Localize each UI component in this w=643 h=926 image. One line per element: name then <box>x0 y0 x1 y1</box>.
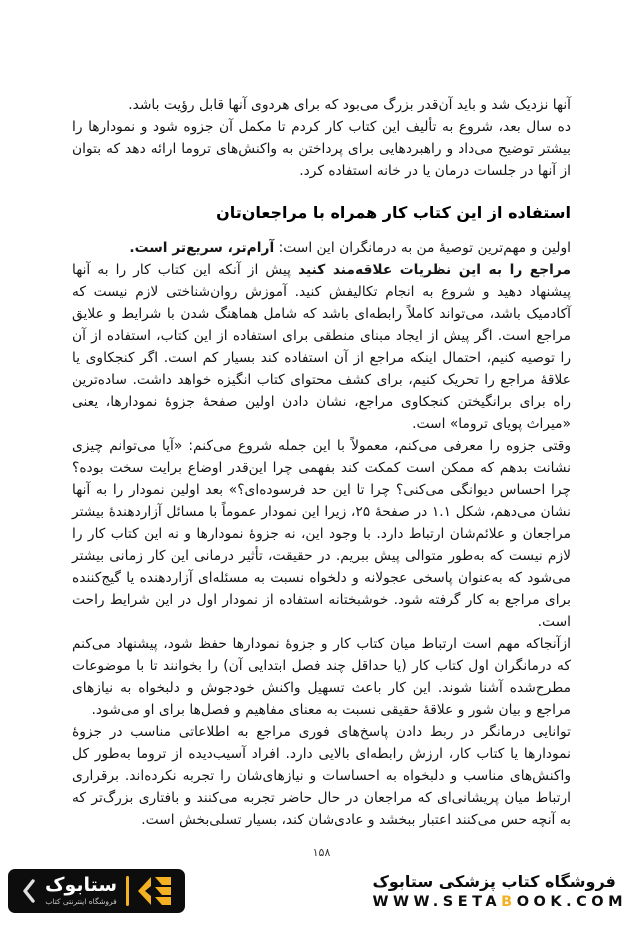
paragraph <box>72 633 571 721</box>
url-highlight: B <box>501 894 517 910</box>
body-text: توانایی درمانگر در ربط دادن پاسخ‌های فوری مراجع به اطلاعاتی مناسب در جزوهٔ نمودارها یا کتاب کار، ارزش رابطه‌ای بالایی دارد. افراد آسیب‌دیده از تروما به‌طور کل واکنش‌های مناسب و دلبخواه به احساسات و نیازهای‌شان را تجربه نکرده‌اند. برقراری ارتباط میان پریشانی‌ای که مراجعان در حال حاضر تجربه می‌کنند و بافتاری بزرگ‌تر که به آنچه حس می‌کنند اعتبار ببخشد و عادی‌شان کند، بسیار تسلی‌بخش است. <box>72 724 571 828</box>
paragraph <box>72 435 571 633</box>
setabook-logo <box>8 869 185 913</box>
url-pre: WWW.SETA <box>372 894 502 910</box>
text-block <box>72 94 571 831</box>
footer-text <box>372 872 627 910</box>
emphasized-text: آرام‌تر، سریع‌تر است. <box>129 240 275 256</box>
logo-text <box>45 876 117 906</box>
paragraph <box>72 94 571 116</box>
logo-title: ستابوک <box>45 874 118 897</box>
section-heading: استفاده از این کتاب کار همراه با مراجعان‌تان <box>216 203 571 222</box>
body-text: آنها نزدیک شد و باید آن‌قدر بزرگ می‌بود که برای هردوی آنها قابل رؤیت باشد. <box>128 97 571 113</box>
logo-subtitle: فروشگاه اینترنتی کتاب <box>45 897 117 907</box>
body-text: وقتی جزوه را معرفی می‌کنم، معمولاً با این جمله شروع می‌کنم: «آیا می‌توانم چیزی نشانت بدهم که ممکن است کمکت کند بفهمی چرا این‌قدر اوضاع برایت سخت بوده؟ چرا احساس دیوانگی می‌کنی؟ چرا تا این حد فرسوده‌ای؟» بعد اولین نمودار را به آنها نشان می‌دهم، شکل ۱.۱ در صفحهٔ ۲۵، زیرا این نمودار عموماً با مسائل آزاردهندهٔ بیشتر مراجعان و علائم‌شان ارتباط دارد. با وجود این، نه جزوهٔ نمودارها و نه این کتاب کار را لازم نیست که به‌طور متوالی پیش ببریم. در حقیقت، تأثیر درمانی این کار زمانی بیشتر می‌شود که به‌عنوان پاسخی عجولانه و دلخواه نسبت به مسئله‌ای آزاردهنده یا گیج‌کننده برای مراجع به کار گرفته شود. خوشبختانه استفاده از نمودار اول در این شرایط راحت است. <box>72 438 571 630</box>
body-text: ده سال بعد، شروع به تألیف این کتاب کار کردم تا مکمل آن جزوه شود و نمودارها را بیشتر توضیح می‌داد و راهبردهایی برای پرداختن به واکنش‌های تروما ارائه دهد که بتوان از آنها در جلسات درمان یا در خانه استفاده کرد. <box>72 119 571 179</box>
body-text: پیش از آنکه این کتاب کار را به آنها پیشنهاد دهید و شروع به انجام تکالیفش کنید. آموزش روان‌شناختی لازم نیست که آکادمیک باشد، می‌تواند کاملاً رابطه‌ای باشد که شامل هماهنگ شدن با شرایط و علایق مراجع است. اگر پیش از ایجاد مبنای منطقی برای استفاده از این کتاب، استفاده از آن را توصیه کنیم، احتمال اینکه مراجع از آن استفاده کند بسیار کم است. اگر کنجکاوی یا علاقهٔ مراجع را تحریک کنیم، برای کشف محتوای کتاب انگیزه خواهد داشت. ساده‌ترین راه برای برانگیختن کنجکاوی مراجع، نشان دادن اولین صفحهٔ جزوهٔ نمودارها، یعنی «میراث پویای تروما» است. <box>72 262 571 432</box>
footer <box>0 866 643 926</box>
chevron-left-icon <box>21 878 36 904</box>
store-url <box>372 894 627 910</box>
stacked-pages-icon <box>138 876 172 906</box>
paragraph <box>72 116 571 182</box>
url-post: OOK.COM <box>516 894 627 910</box>
logo-divider <box>126 876 129 906</box>
store-name: فروشگاه کتاب پزشکی ستابوک <box>372 872 616 891</box>
body-text: ازآنجاکه مهم است ارتباط میان کتاب کار و جزوهٔ نمودارها حفظ شود، پیشنهاد می‌کنم که درمانگران اول کتاب کار (یا حداقل چند فصل ابتدایی آن) را بخوانند تا با موضوعات مطرح‌شده آشنا شوند. این کار باعث تسهیل واکنش خودجوش و دلبخواه به نیازهای مراجع و بیان شور و علاقهٔ حقیقی نسبت به معنای مفاهیم و فصل‌ها برای او می‌شود. <box>72 636 571 718</box>
emphasized-text: مراجع را به این نظریات علاقه‌مند کنید <box>298 262 571 278</box>
paragraph <box>72 259 571 435</box>
paragraph <box>72 237 571 259</box>
page-number: ۱۵۸ <box>312 846 331 859</box>
paragraph <box>72 721 571 831</box>
body-text: اولین و مهم‌ترین توصیهٔ من به درمانگران این است: <box>274 240 571 256</box>
